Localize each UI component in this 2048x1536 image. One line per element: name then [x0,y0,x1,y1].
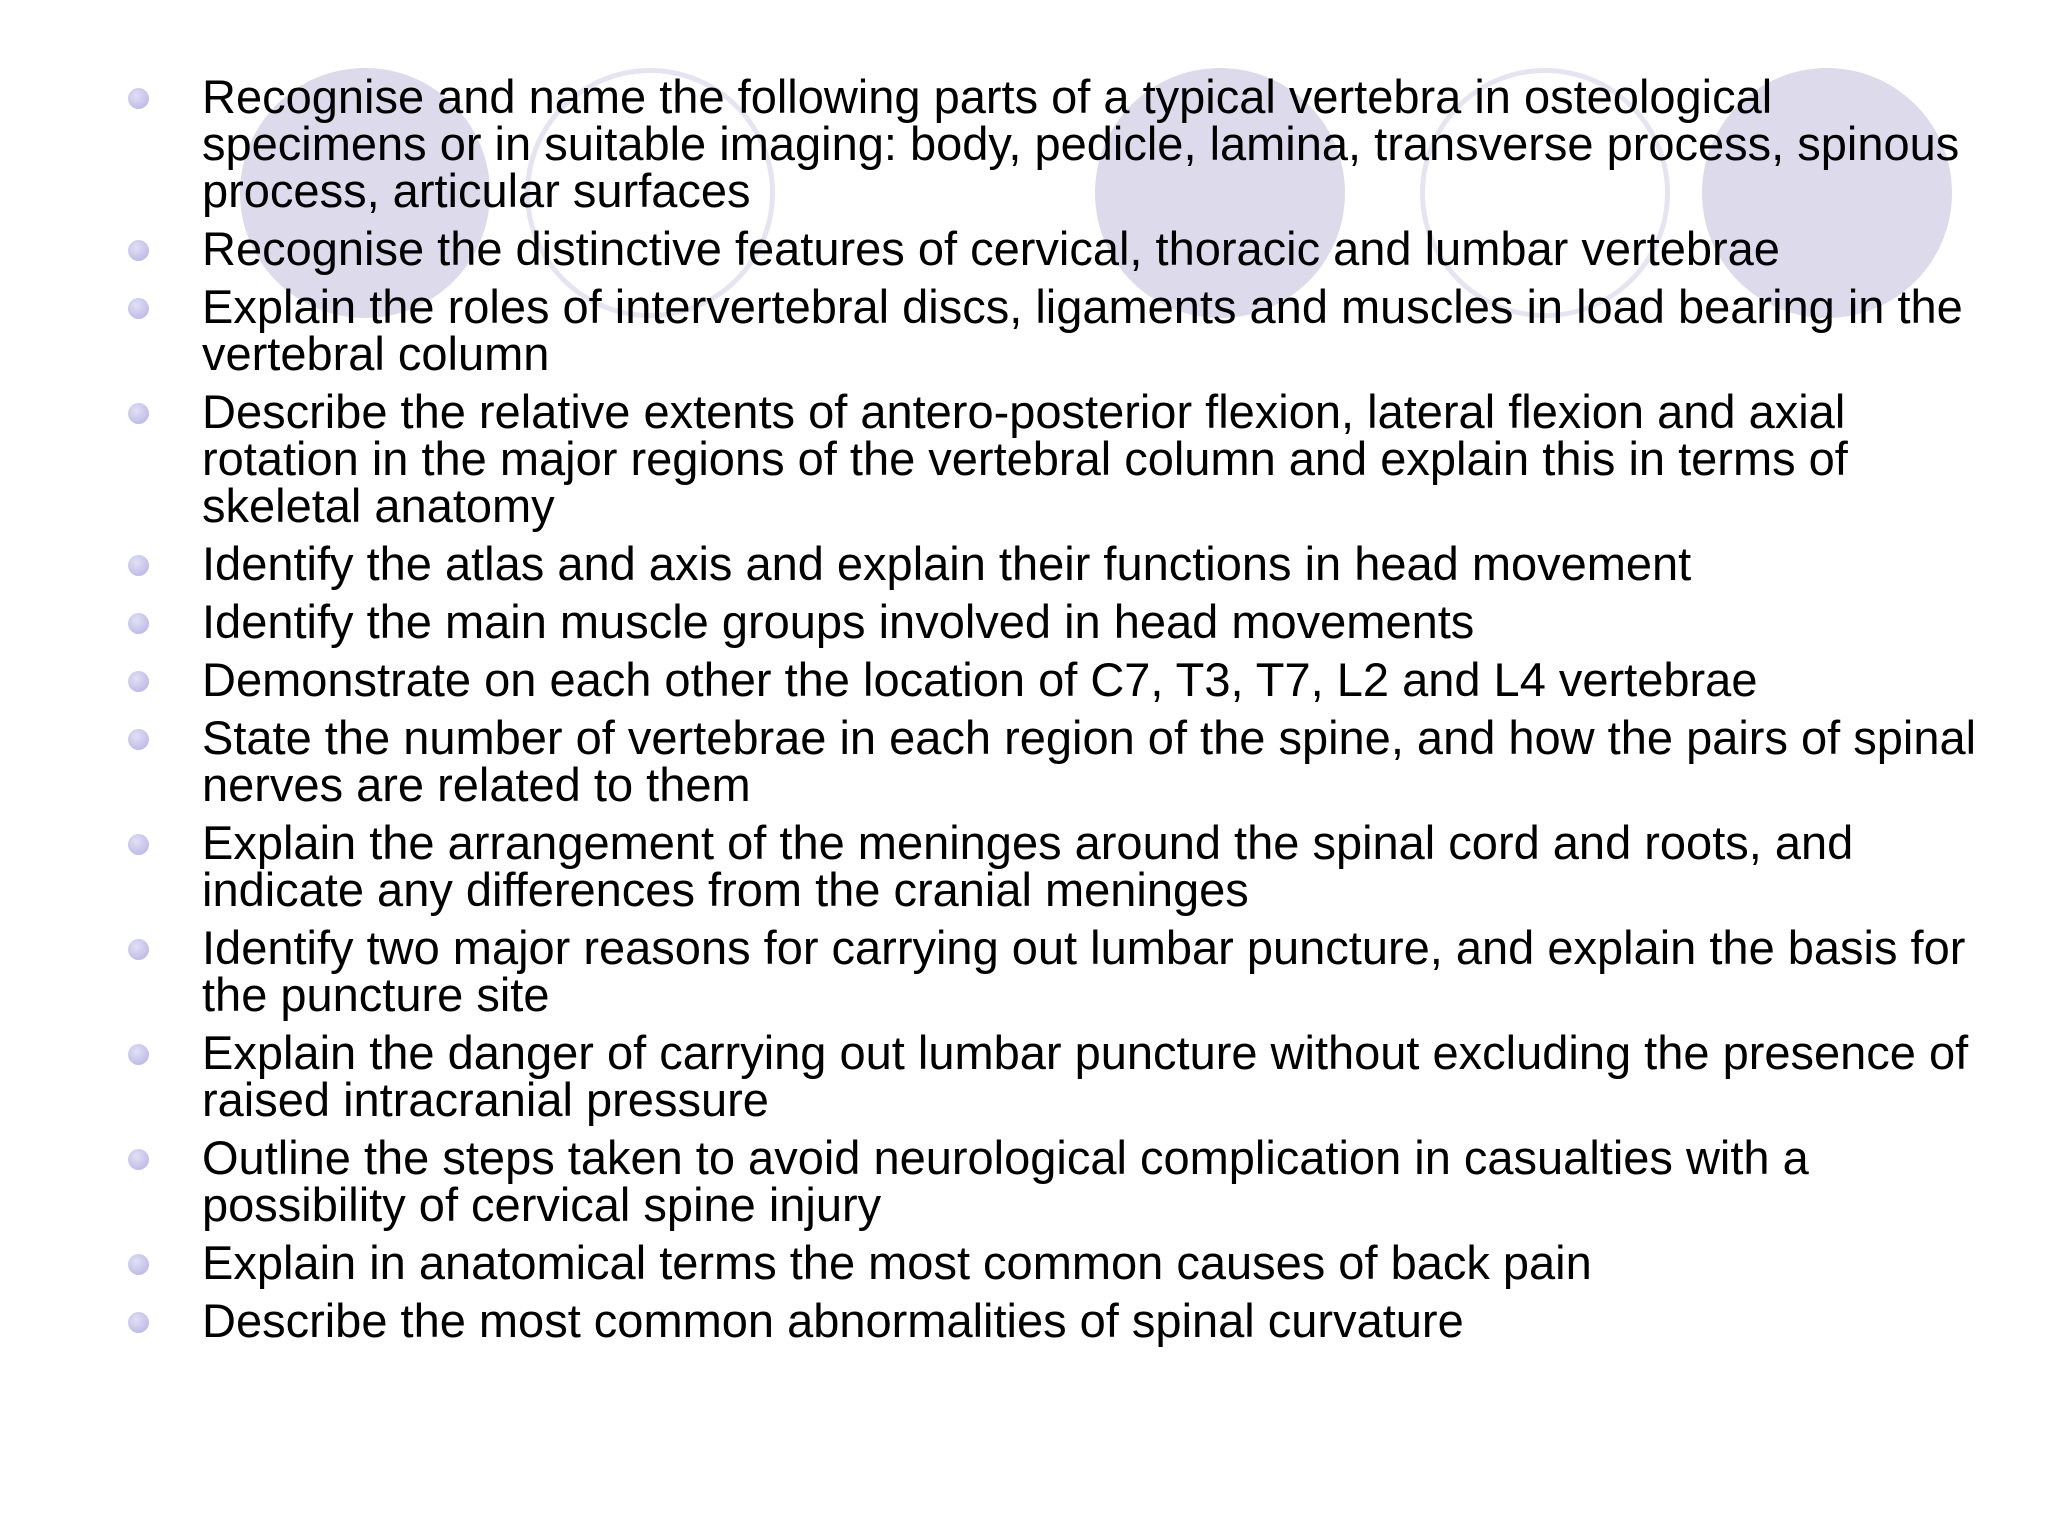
list-item [0,711,2048,811]
list-item [0,595,2048,648]
bullet-icon [128,1254,149,1275]
list-item [0,280,2048,380]
list-item [0,1236,2048,1289]
bullet-icon [128,88,149,109]
list-item [0,921,2048,1021]
bullet-icon [128,555,149,576]
objective-text: State the number of vertebrae in each region of the spine, and how the pairs of spinal nerves are related to them [202,711,1977,811]
list-item [0,1026,2048,1126]
bullet-icon [128,939,149,960]
bullet-icon [128,729,149,750]
list-item [0,653,2048,706]
objective-text: Explain the danger of carrying out lumbar puncture without excluding the presence of raised intracranial pressure [202,1026,1969,1126]
list-item [0,385,2048,532]
bullet-icon [128,671,149,692]
objective-text: Explain in anatomical terms the most common causes of back pain [202,1236,1592,1289]
list-item [0,1131,2048,1231]
objective-text: Identify the main muscle groups involved in head movements [202,595,1475,648]
bullet-icon [128,613,149,634]
objective-text: Describe the relative extents of antero-posterior flexion, lateral flexion and axial rotation in the major regions of the vertebral column and explain this in terms of skeletal anatomy [202,385,1848,532]
list-item [0,70,2048,217]
bullet-icon [128,403,149,424]
bullet-icon [128,1312,149,1333]
objective-text: Recognise and name the following parts of a typical vertebra in osteological specimens or in suitable imaging: body, pedicle, lamina, transverse process, spinous process, articular surfaces [202,70,1960,217]
objective-text: Identify two major reasons for carrying out lumbar puncture, and explain the basis for the puncture site [202,921,1966,1021]
objective-text: Identify the atlas and axis and explain their functions in head movement [202,537,1692,590]
objective-text: Outline the steps taken to avoid neurological complication in casualties with a possibility of cervical spine injury [202,1131,1809,1231]
bullet-icon [128,298,149,319]
learning-objectives-list [0,70,2048,1355]
list-item [0,1294,2048,1347]
bullet-icon [128,1044,149,1065]
list-item [0,816,2048,916]
objective-text: Recognise the distinctive features of cervical, thoracic and lumbar vertebrae [202,222,1780,275]
objective-text: Explain the roles of intervertebral discs, ligaments and muscles in load bearing in the vertebral column [202,280,1963,380]
bullet-icon [128,240,149,261]
objective-text: Describe the most common abnormalities of spinal curvature [202,1294,1464,1347]
objective-text: Explain the arrangement of the meninges around the spinal cord and roots, and indicate any differences from the cranial meninges [202,816,1854,916]
bullet-icon [128,834,149,855]
bullet-icon [128,1149,149,1170]
objective-text: Demonstrate on each other the location of C7, T3, T7, L2 and L4 vertebrae [202,653,1758,706]
list-item [0,222,2048,275]
list-item [0,537,2048,590]
